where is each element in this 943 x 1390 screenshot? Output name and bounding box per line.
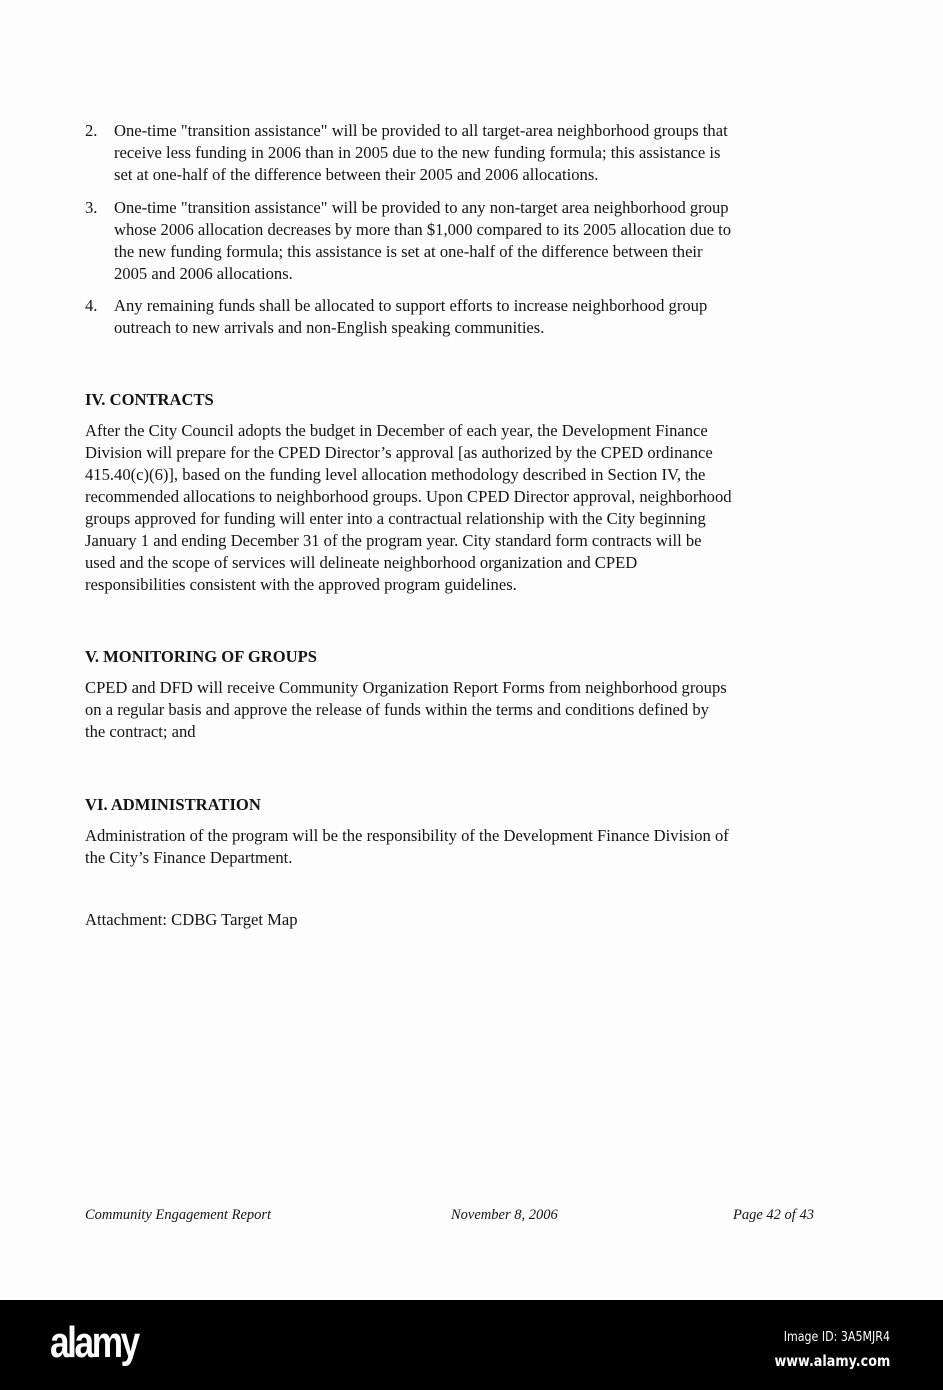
text-line: After the City Council adopts the budget in December of each year, the Development Finance <box>85 421 708 440</box>
text-line: 2005 and 2006 allocations. <box>114 264 293 283</box>
text-line: Division will prepare for the CPED Director’s approval [as authorized by the CPED ordinance <box>85 443 713 462</box>
text-line: Any remaining funds shall be allocated to support efforts to increase neighborhood group <box>114 296 708 315</box>
text-line: recommended allocations to neighborhood groups. Upon CPED Director approval, neighborhood <box>85 487 732 506</box>
text-line: One-time "transition assistance" will be provided to all target-area neighborhood groups that <box>114 121 728 140</box>
text-line: Administration of the program will be the responsibility of the Development Finance Division of <box>85 826 729 845</box>
list-number: 4. <box>85 296 98 315</box>
section-heading-monitoring: V. MONITORING OF GROUPS <box>85 647 318 666</box>
section-body-contracts <box>85 420 732 596</box>
attachment-note: Attachment: CDBG Target Map <box>85 910 298 929</box>
text-line: CPED and DFD will receive Community Organization Report Forms from neighborhood groups <box>85 678 727 697</box>
watermark-url: www.alamy.com <box>774 1352 890 1370</box>
list-item-3 <box>85 197 732 285</box>
text-line: the contract; and <box>85 722 196 741</box>
text-line: outreach to new arrivals and non-English speaking communities. <box>114 318 545 337</box>
list-item-4 <box>85 295 708 339</box>
text-line: responsibilities consistent with the approved program guidelines. <box>85 575 517 594</box>
footer-page-number: Page 42 of 43 <box>733 1207 814 1223</box>
watermark-bar <box>0 1300 943 1390</box>
section-heading-administration: VI. ADMINISTRATION <box>85 795 261 814</box>
list-number: 2. <box>85 121 98 140</box>
footer-date: November 8, 2006 <box>451 1207 558 1223</box>
text-line: the City’s Finance Department. <box>85 848 293 867</box>
text-line: used and the scope of services will delineate neighborhood organization and CPED <box>85 553 638 572</box>
footer-title: Community Engagement Report <box>85 1207 272 1223</box>
text-line: on a regular basis and approve the release of funds within the terms and conditions defined by <box>85 700 709 719</box>
text-line: set at one-half of the difference between their 2005 and 2006 allocations. <box>114 165 599 184</box>
section-body-administration <box>85 825 729 869</box>
text-line: receive less funding in 2006 than in 2005 due to the new funding formula; this assistance is <box>114 143 721 162</box>
image-id: Image ID: 3A5MJR4 <box>783 1330 890 1345</box>
section-body-monitoring <box>85 677 727 743</box>
list-number: 3. <box>85 198 98 217</box>
list-item-2 <box>85 120 728 186</box>
text-line: One-time "transition assistance" will be provided to any non-target area neighborhood group <box>114 198 729 217</box>
section-heading-contracts: IV. CONTRACTS <box>85 390 214 409</box>
alamy-logo: alamy <box>50 1318 138 1367</box>
text-line: the new funding formula; this assistance is set at one-half of the difference between their <box>114 242 703 261</box>
text-line: January 1 and ending December 31 of the program year. City standard form contracts will be <box>85 531 702 550</box>
text-line: whose 2006 allocation decreases by more than $1,000 compared to its 2005 allocation due to <box>114 220 732 239</box>
text-line: groups approved for funding will enter into a contractual relationship with the City beginning <box>85 509 706 528</box>
text-line: 415.40(c)(6)], based on the funding level allocation methodology described in Section IV, the <box>85 465 706 484</box>
